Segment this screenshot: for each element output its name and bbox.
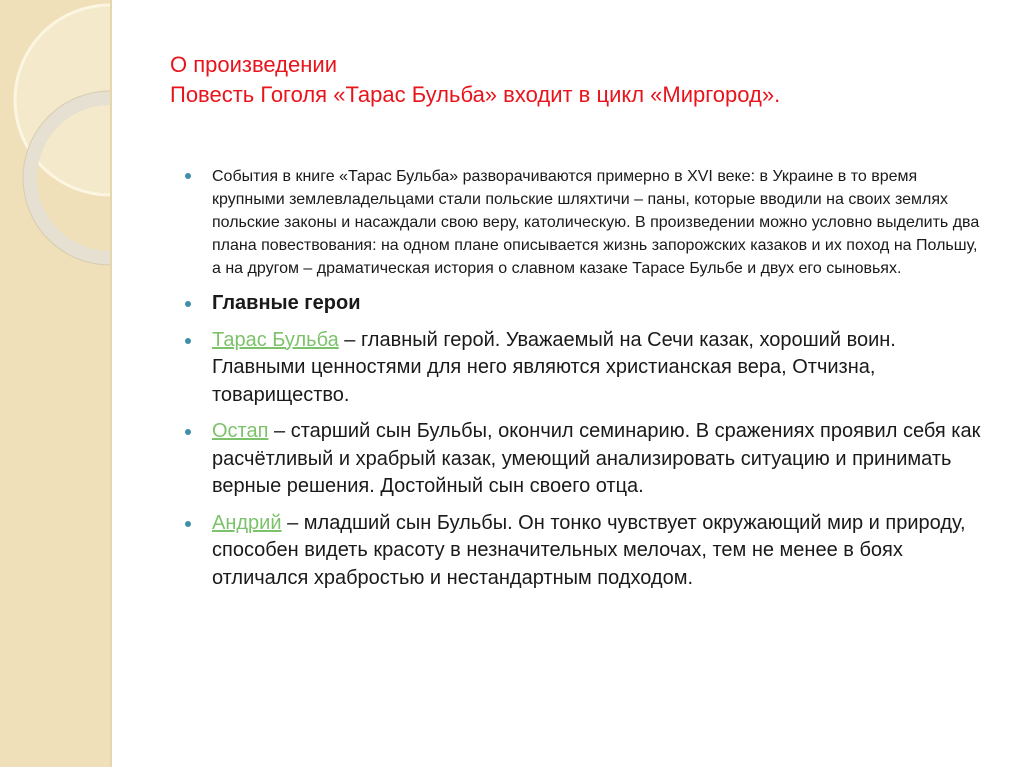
bullet-list <box>185 165 985 601</box>
title-line-1: О произведении <box>170 52 337 77</box>
item-text: Главные герои <box>212 292 361 314</box>
bullet-icon <box>185 338 191 344</box>
list-item <box>185 418 985 501</box>
bullet-icon <box>185 521 191 527</box>
bullet-icon <box>185 301 191 307</box>
decorative-circles <box>0 0 112 767</box>
item-text: – младший сын Бульбы. Он тонко чувствует окружающий мир и природу, способен видеть красоту в незначительных мелочах, тем не менее в боях отличался храбростью и нестандартным подходом. <box>212 511 966 589</box>
list-item <box>185 327 985 410</box>
item-text: – главный герой. Уважаемый на Сечи казак, хороший воин. Главными ценностями для него являются христианская вера, Отчизна, товарищество. <box>212 328 896 406</box>
character-link-ostap[interactable]: Остап <box>212 420 269 442</box>
slide-title <box>170 50 780 110</box>
item-text: – старший сын Бульбы, окончил семинарию. В сражениях проявил себя как расчётливый и храбрый казак, умеющий анализировать ситуацию и принимать верные решения. Достойный сын своего отца. <box>212 420 981 497</box>
bullet-icon <box>185 429 191 435</box>
list-item-heading <box>185 290 985 318</box>
title-line-2: Повесть Гоголя «Тарас Бульба» входит в цикл «Миргород». <box>170 82 781 107</box>
character-link-andriy[interactable]: Андрий <box>212 511 282 534</box>
bullet-icon <box>185 173 191 179</box>
character-link-taras[interactable]: Тарас Бульба <box>212 328 339 351</box>
list-item <box>185 510 985 593</box>
list-item <box>185 165 985 280</box>
item-text: События в книге «Тарас Бульба» разворачиваются примерно в XVI веке: в Украине в то время крупными землевладельцами стали польские шляхтичи – паны, которые вводили на своих землях польские законы и насаждали свою веру, католическую. В произведении можно условно выделить два плана повествования: на одном плане описывается жизнь запорожских казаков и их поход на Польшу, а на другом – драматическая история о славном казаке Тарасе Бульбе и двух его сыновьях. <box>212 168 980 277</box>
decorative-side-panel <box>0 0 112 767</box>
